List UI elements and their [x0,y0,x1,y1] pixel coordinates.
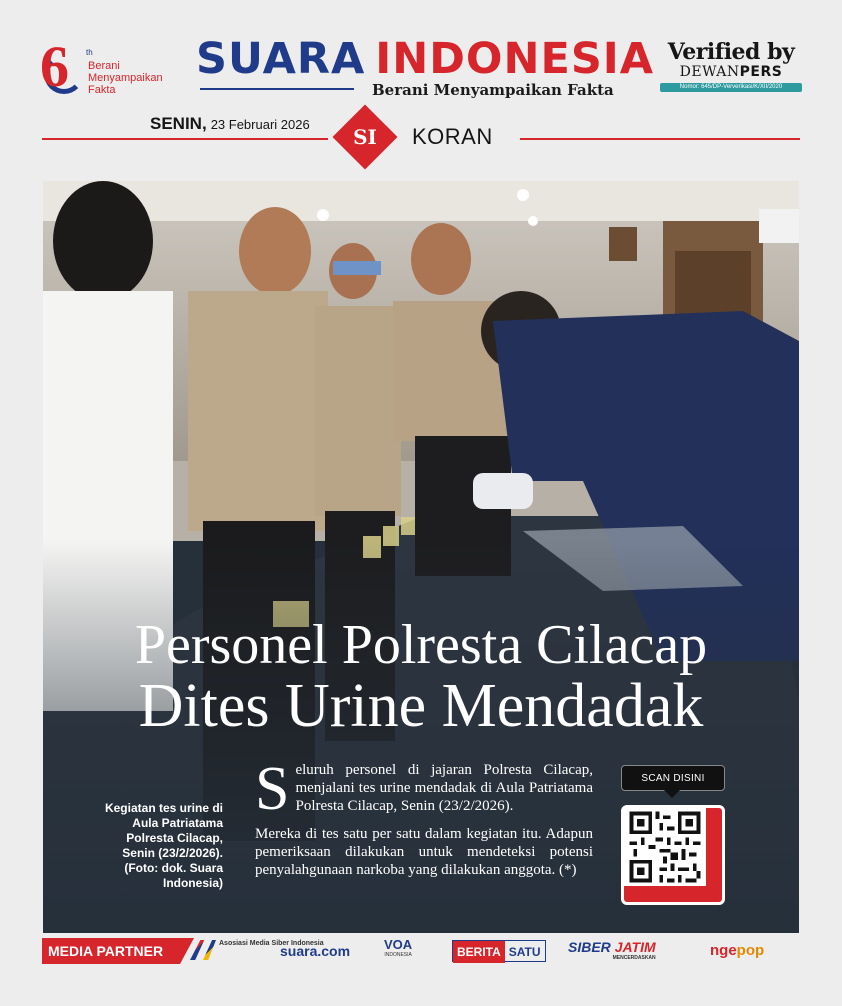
anniversary-slogan-line: Fakta [88,84,116,96]
siberjatim-word-2: JATIM [614,939,656,955]
article-body [255,755,593,879]
partner-logo-siberjatim[interactable] [568,939,656,965]
partner-logo-beritasatu[interactable] [452,940,546,962]
verification-number: Nomor: 645/DP-Ververikasi/K/XII/2020 [660,83,802,92]
scan-pointer-icon [664,790,680,798]
beritasatu-word-2: SATU [508,945,541,959]
anniversary-slogan-line: Berani [88,60,120,72]
anniversary-badge [40,34,190,100]
partner-logo-ngepop[interactable] [710,938,764,964]
ngepop-word-1: nge [710,942,737,959]
headline-line-1: Personel Polresta Cilacap [134,614,708,676]
dewan-pers-word-pers: PERS [739,64,783,80]
issue-day: SENIN, [150,114,207,133]
si-logo-text: SI [353,125,377,149]
amsi-name: Asosiasi Media Siber Indonesia [219,940,324,947]
voa-name: VOA [384,937,413,952]
photo-caption: Kegiatan tes urine di Aula Patriatama Polresta Cilacap, Senin (23/2/2026). (Foto: dok. Suara Indonesia) [104,801,223,890]
issue-date [150,114,310,134]
dewan-pers-name [660,64,802,80]
issue-date-full: 23 Februari 2026 [210,117,310,132]
anniversary-slogan-line: Menyampaikan [88,72,163,84]
section-name: KORAN [412,124,493,149]
masthead-divider-left [42,138,328,140]
anniversary-number: 6 [40,34,69,99]
article-paragraph: Mereka di tes satu per satu dalam kegiatan itu. Adapun pemeriksaan dilakukan untuk mendeteksi potensi penyalahgunaan narkoba yang dilakukan anggota. (*) [255,826,593,878]
anniversary-suffix: th [86,48,93,57]
siberjatim-tagline: MENCERDASKAN [612,955,656,961]
anniversary-slogan [88,60,188,96]
verified-by-text: Verified by [667,39,795,65]
media-partner-strip [42,938,800,966]
headline-line-2: Dites Urine Mendadak [138,672,704,740]
brand-tagline: Berani Menyampaikan Fakta [372,81,614,99]
voa-subtitle: INDONESIA [384,952,412,958]
media-partner-label: MEDIA PARTNER [42,938,180,964]
qr-code-icon[interactable] [624,808,706,886]
article-paragraph: eluruh personel di jajaran Polresta Cilacap, menjalani tes urine mendadak di Aula Patriatama Polresta Cilacap, Senin (23/2/2026). [295,762,593,814]
dewan-pers-word-dewan: DEWAN [679,64,740,80]
masthead-divider-right [520,138,800,140]
brand-underline [200,88,354,90]
ngepop-word-2: pop [736,942,765,959]
partner-logo-suara[interactable]: suara.com [280,943,351,959]
newspaper-name [196,34,655,84]
brand-word-suara: SUARA [196,34,366,84]
siberjatim-word-1: SIBER [568,939,611,955]
brand-word-indonesia: INDONESIA [375,34,655,84]
qr-code-frame[interactable] [621,805,725,905]
dewan-pers-verification-badge [660,40,802,102]
amsi-mark-icon [190,940,216,960]
cover-story [43,181,799,933]
article-dropcap: S [255,755,290,823]
scan-here-label: SCAN DISINI [621,765,725,791]
partner-logo-voa[interactable] [384,938,412,964]
newspaper-logo[interactable] [196,34,655,99]
beritasatu-word-1: BERITA [453,941,505,963]
